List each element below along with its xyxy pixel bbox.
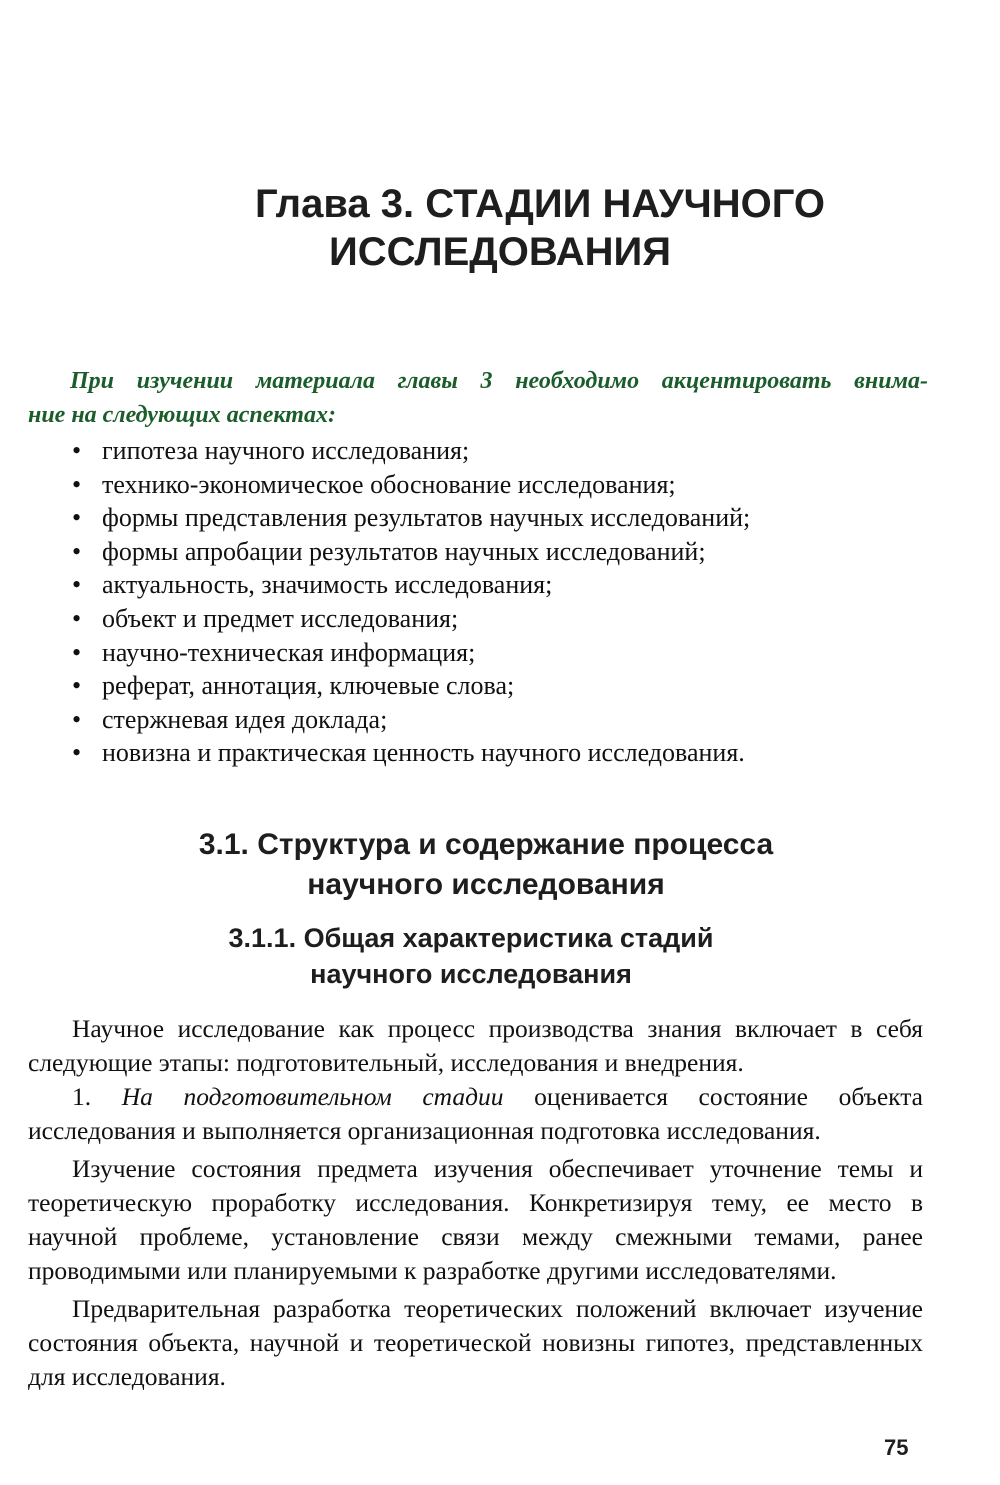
list-item-text: формы апробации результатов научных исследований; <box>102 536 706 566</box>
list-item-text: объект и предмет исследования; <box>102 603 459 633</box>
section-heading-line-1: 3.1. Структура и содержание процесса <box>198 828 774 861</box>
paragraph-emphasis: На подготовительном стадии <box>121 1082 504 1111</box>
bullet-icon: • <box>72 704 82 734</box>
subsection-heading-line-1: 3.1.1. Общая характеристика стадий <box>228 923 714 953</box>
list-item-text: актуальность, значимость исследования; <box>102 570 553 600</box>
list-item-text: гипотеза научного исследования; <box>102 436 470 465</box>
aspects-list <box>70 434 950 770</box>
list-item <box>70 568 950 602</box>
list-item <box>70 434 950 468</box>
section-heading-line-2: научного исследования <box>307 868 665 901</box>
list-item-text: формы представления результатов научных исследований; <box>102 503 751 533</box>
chapter-title <box>0 180 1000 276</box>
chapter-title-line-2: ИССЛЕДОВАНИЯ <box>328 230 672 274</box>
subsection-heading-3-1-1 <box>0 920 1000 992</box>
paragraph-text: оценивается состояние объекта исследования и выполняется организационная подготовка исследования. <box>28 1082 923 1145</box>
list-item <box>70 501 950 535</box>
section-heading-3-1 <box>0 825 1000 905</box>
paragraph: Предварительная разработка теоретических положений включает изучение состояния объекта, научной и теоретической новизны гипотез, представленных для исследования. <box>28 1294 923 1391</box>
list-item <box>70 703 950 737</box>
list-item <box>70 669 950 703</box>
list-item <box>70 736 950 770</box>
list-item <box>70 602 950 636</box>
bullet-icon: • <box>72 637 82 667</box>
subsection-heading-line-2: научного исследования <box>310 959 632 989</box>
list-item-text: новизна и практическая ценность научного исследования. <box>102 738 745 768</box>
intro-line-1: При изучении материала главы 3 необходимо акцентировать внима- <box>70 368 928 394</box>
list-item <box>70 535 950 569</box>
bullet-icon: • <box>72 536 82 566</box>
chapter-title-line-1: Глава 3. СТАДИИ НАУЧНОГО <box>254 182 826 226</box>
paragraph: Научное исследование как процесс производства знания включает в себя следующие этапы: подготовительный, исследования и внедрения. <box>28 1014 923 1077</box>
bullet-icon: • <box>72 469 82 499</box>
intro-line-2: ние на следующих аспектах: <box>28 402 336 428</box>
list-item <box>70 636 950 670</box>
list-item-text: научно-техническая информация; <box>102 637 476 667</box>
list-item <box>70 468 950 502</box>
bullet-icon: • <box>72 503 82 533</box>
paragraph-number: 1. <box>72 1082 122 1111</box>
paragraph <box>28 1080 923 1148</box>
bullet-icon: • <box>72 671 82 701</box>
bullet-icon: • <box>72 436 82 465</box>
paragraph: Изучение состояния предмета изучения обеспечивает уточнение темы и теоретическую проработку исследования. Конкретизируя тему, ее место в научной проблеме, установление связи между смежными темами, ранее проводимыми или планируемыми к разработке другими исследователями. <box>28 1154 923 1285</box>
bullet-icon: • <box>72 738 82 768</box>
bullet-icon: • <box>72 603 82 633</box>
list-item-text: реферат, аннотация, ключевые слова; <box>102 671 515 701</box>
bullet-icon: • <box>72 570 82 600</box>
list-item-text: стержневая идея доклада; <box>102 704 388 734</box>
page-number: 75 <box>884 1435 909 1460</box>
body-text <box>28 1012 923 1394</box>
list-item-text: технико-экономическое обоснование исследования; <box>102 469 676 499</box>
chapter-intro <box>28 364 928 432</box>
